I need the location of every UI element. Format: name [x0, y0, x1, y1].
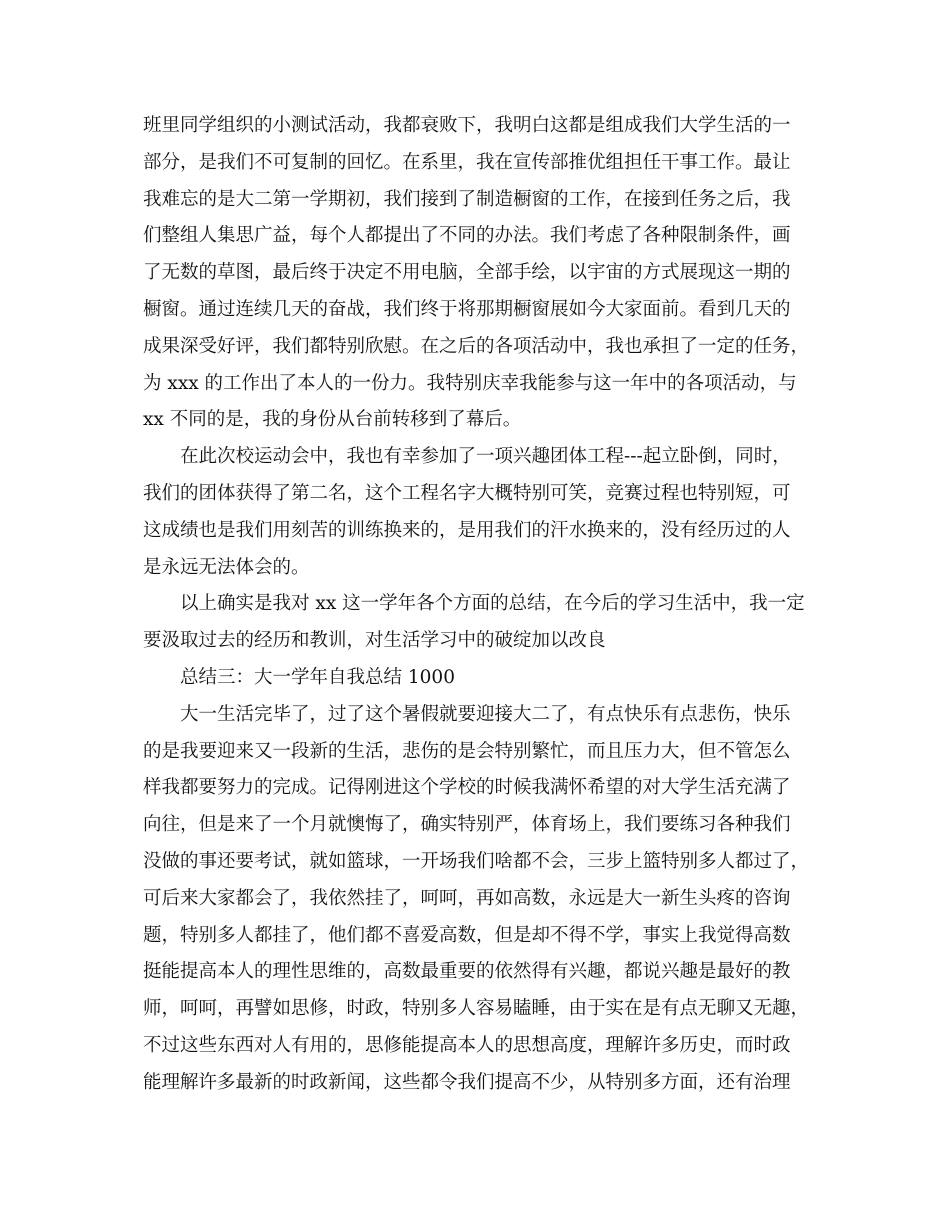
text-line: 橱窗。通过连续几天的奋战，我们终于将那期橱窗展如今大家面前。看到几天的	[143, 298, 791, 320]
text-line: 这成绩也是我们用刻苦的训练换来的，是用我们的汗水换来的，没有经历过的人	[143, 519, 791, 541]
text-line: 可后来大家都会了，我依然挂了，呵呵，再如高数，永远是大一新生头疼的咨询	[143, 887, 791, 909]
text-line: 能理解许多最新的时政新闻，这些都令我们提高不少，从特别多方面，还有治理	[143, 1071, 791, 1093]
text-line: 题，特别多人都挂了，他们都不喜爱高数，但是却不得不学，事实上我觉得高数	[143, 924, 791, 946]
paragraph	[143, 439, 808, 586]
paragraph	[143, 586, 808, 660]
section-heading: 总结三：大一学年自我总结 1000	[180, 666, 455, 688]
text-line: 没做的事还要考试，就如篮球，一开场我们啥都不会，三步上篮特别多人都过了，	[143, 850, 810, 872]
text-line: 我们的团体获得了第二名，这个工程名字大概特别可笑，竞赛过程也特别短，可	[143, 482, 791, 504]
text-line: 我难忘的是大二第一学期初，我们接到了制造橱窗的工作，在接到任务之后，我	[143, 188, 791, 210]
text-line: 成果深受好评，我们都特别欣慰。在之后的各项活动中，我也承担了一定的任务，	[143, 335, 810, 357]
paragraph	[143, 108, 808, 439]
text-line: 为 xxx 的工作出了本人的一份力。我特别庆幸我能参与这一年中的各项活动，与	[143, 372, 797, 394]
text-line: 的是我要迎来又一段新的生活，悲伤的是会特别繁忙，而且压力大，但不管怎么	[143, 740, 791, 762]
text-line: 了无数的草图，最后终于决定不用电脑，全部手绘，以宇宙的方式展现这一期的	[143, 262, 791, 284]
text-line: 挺能提高本人的理性思维的，高数最重要的依然得有兴趣，都说兴趣是最好的教	[143, 961, 791, 983]
text-line: 班里同学组织的小测试活动，我都衰败下，我明白这都是组成我们大学生活的一	[143, 115, 791, 136]
text-line: 师，呵呵，再譬如思修，时政，特别多人容易瞌睡，由于实在是有点无聊又无趣，	[143, 998, 810, 1020]
text-line: 是永远无法体会的。	[143, 556, 310, 578]
text-line: 样我都要努力的完成。记得刚进这个学校的时候我满怀希望的对大学生活充满了	[143, 777, 791, 799]
text-line: 向往，但是来了一个月就懊悔了，确实特别严，体育场上，我们要练习各种我们	[143, 814, 791, 836]
text-line: 大一生活完毕了，过了这个暑假就要迎接大二了，有点快乐有点悲伤，快乐	[180, 703, 791, 725]
document-body	[143, 108, 808, 1102]
text-line: 在此次校运动会中，我也有幸参加了一项兴趣团体工程---起立卧倒，同时，	[180, 446, 791, 468]
text-line: 不过这些东西对人有用的，思修能提高本人的思想高度，理解许多历史，而时政	[143, 1034, 791, 1056]
text-line: xx 不同的是，我的身份从台前转移到了幕后。	[143, 409, 522, 431]
text-line: 部分，是我们不可复制的回忆。在系里，我在宣传部推优组担任干事工作。最让	[143, 151, 791, 173]
text-line: 们整组人集思广益，每个人都提出了不同的办法。我们考虑了各种限制条件，画	[143, 225, 791, 247]
paragraph	[143, 697, 808, 1102]
text-line: 要汲取过去的经历和教训，对生活学习中的破绽加以改良	[143, 630, 606, 652]
text-line: 以上确实是我对 xx 这一学年各个方面的总结，在今后的学习生活中，我一定	[180, 593, 805, 615]
